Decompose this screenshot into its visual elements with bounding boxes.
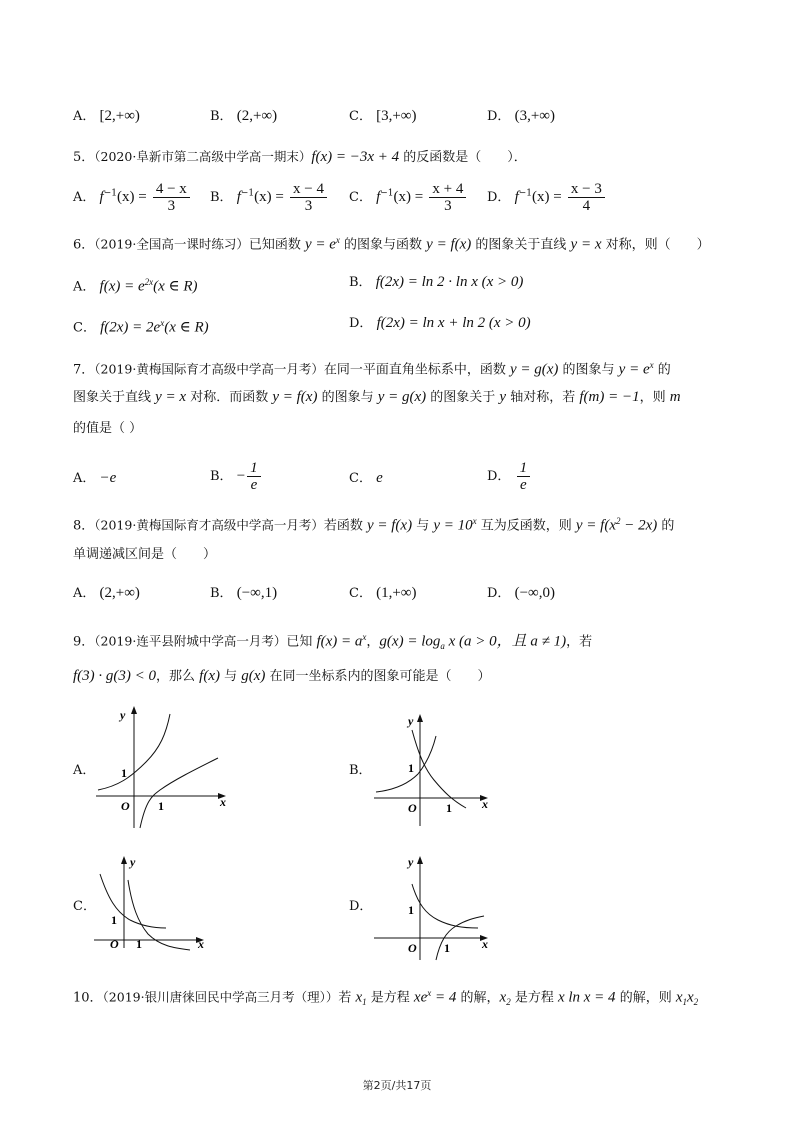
y-axis-label: y — [408, 714, 414, 728]
q9-stem-line1: 9．（2019·连平县附城中学高一月考）已知 $f(x) = a^x$，$g(x) = \log_a x$ (a > 0，且 a ≠ 1)，若 — [73, 632, 593, 651]
q9-graph-d — [370, 848, 500, 963]
origin-label: O — [110, 937, 119, 951]
q7-option-d: D． $\frac{1}{e}$ — [487, 460, 532, 493]
q4-option-c: C． [3,+∞) — [349, 108, 417, 124]
y-intercept-label: 1 — [408, 761, 414, 775]
q7-option-b: B． − $\frac{1}{e}$ — [210, 460, 263, 493]
y-axis-arrow — [121, 856, 127, 864]
q7-stem-line1: 7．（2019·黄梅国际育才高级中学高一月考）在同一平面直角坐标系中，函数 y = g(x) 的图象与 $y = e^x$ 的 — [73, 360, 671, 378]
q4-option-a: A． [2,+∞) — [73, 108, 140, 124]
x-intercept-label: 1 — [444, 941, 450, 955]
q8-stem-line2: 单调递减区间是（ ） — [73, 547, 217, 562]
exp-curve — [100, 874, 166, 928]
q9-graph-a-label: A． — [73, 763, 96, 778]
q5-option-c: C． $f^{-1}(x)$ = $\frac{x + 4}{3}$ — [349, 181, 468, 214]
q6-option-c: C． $f(2x) = 2e^x(x$ ∈ R) — [73, 318, 209, 336]
q5-stem: 5．（2020·阜新市第二高级中学高一期末）f(x) = −3x + 4 的反函数是（ ）． — [73, 149, 527, 165]
y-axis-arrow — [131, 706, 137, 714]
q7-option-a: A． −e — [73, 470, 117, 486]
q10-stem: 10．（2019·银川唐徕回民中学高三月考（理））若 $x_1$ 是方程 $xe^x = 4$ 的解，$x_2$ 是方程 x ln x = 4 的解，则 $x_1x_2$ — [73, 988, 699, 1007]
q6-option-d: D． f(2x) = ln x + ln 2 (x > 0) — [349, 315, 531, 331]
q9-graph-b-label: B． — [349, 763, 372, 778]
q4-option-d: D． (3,+∞) — [487, 108, 555, 124]
exp-curve — [412, 884, 478, 928]
x-intercept-label: 1 — [136, 937, 142, 951]
q6-stem: 6．（2019·全国高一课时练习）已知函数 $y = e^x$ 的图象与函数 y = f(x) 的图象关于直线 y = x 对称，则（ ） — [73, 235, 710, 253]
y-intercept-label: 1 — [408, 903, 414, 917]
y-intercept-label: 1 — [121, 766, 127, 780]
log-curve — [140, 758, 218, 828]
q8-option-d: D． (−∞,0) — [487, 585, 555, 601]
y-axis-arrow — [417, 856, 423, 864]
q7-option-c: C． e — [349, 470, 383, 486]
x-axis-label: x — [482, 797, 488, 811]
origin-label: O — [408, 801, 417, 815]
origin-label: O — [121, 799, 130, 813]
y-axis-label: y — [130, 855, 136, 869]
q7-stem-line3: 的值是（ ） — [73, 421, 143, 436]
q5-option-d: D． $f^{-1}(x)$ = $\frac{x - 3}{4}$ — [487, 181, 607, 214]
q5-option-b: B． $f^{-1}(x)$ = $\frac{x - 4}{3}$ — [210, 181, 329, 214]
q8-option-b: B． (−∞,1) — [210, 585, 278, 601]
q9-graph-b — [370, 708, 500, 828]
q6-option-a: A． $f(x) = e^{2x}(x$ ∈ R) — [73, 277, 198, 295]
x-axis-label: x — [198, 937, 204, 951]
exp-curve — [376, 736, 436, 792]
origin-label: O — [408, 941, 417, 955]
x-axis-label: x — [482, 937, 488, 951]
q6-option-b: B． f(2x) = ln 2 · ln x (x > 0) — [349, 274, 524, 290]
q7-stem-line2: 图象关于直线 y = x 对称．而函数 y = f(x) 的图象与 y = g(x) 的图象关于 y 轴对称，若 f(m) = −1，则 m — [73, 389, 681, 405]
q9-graph-c — [90, 848, 220, 958]
page-footer: 第2页/共17页 — [362, 1079, 432, 1092]
y-axis-label: y — [408, 855, 414, 869]
y-intercept-label: 1 — [111, 913, 117, 927]
q9-graph-d-label: D． — [349, 899, 373, 914]
q8-option-c: C． (1,+∞) — [349, 585, 417, 601]
q5-option-a: A． $f^{-1}(x)$ = $\frac{4 - x}{3}$ — [73, 181, 192, 214]
q8-stem-line1: 8．（2019·黄梅国际育才高级中学高一月考）若函数 y = f(x) 与 $y = 10^x$ 互为反函数，则 $y = f(x^2 - 2x)$ 的 — [73, 516, 675, 534]
q9-graph-a — [90, 700, 240, 835]
q8-option-a: A． (2,+∞) — [73, 585, 140, 601]
x-axis-label: x — [220, 795, 226, 809]
q9-stem-line2: f(3) · g(3) < 0，那么 f(x) 与 g(x) 在同一坐标系内的图象可能是（ ） — [73, 668, 491, 684]
q4-option-b: B． (2,+∞) — [210, 108, 278, 124]
x-intercept-label: 1 — [158, 799, 164, 813]
y-axis-arrow — [417, 714, 423, 722]
x-intercept-label: 1 — [446, 801, 452, 815]
y-axis-label: y — [120, 708, 126, 722]
q9-graph-c-label: C． — [73, 899, 96, 914]
